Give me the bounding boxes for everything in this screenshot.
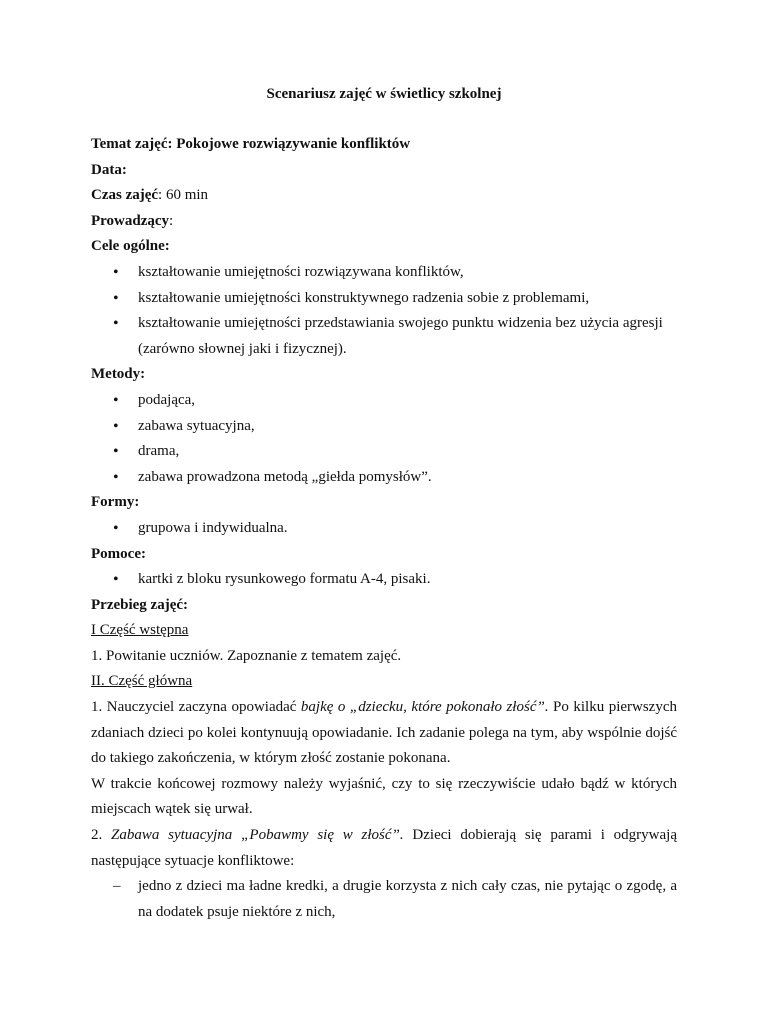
list-item: • zabawa sytuacyjna, [91, 414, 677, 440]
document-body [91, 132, 677, 925]
leader-line [91, 209, 677, 235]
list-item: • grupowa i indywidualna. [91, 516, 677, 542]
list-item: • zabawa prowadzona metodą „giełda pomysłów”. [91, 465, 677, 491]
topic-label: Temat zajęć: Pokojowe rozwiązywanie konfliktów [91, 136, 411, 152]
document-title: Scenariusz zajęć w świetlicy szkolnej [266, 86, 502, 102]
paragraph-discussion: W trakcie końcowej rozmowy należy wyjaśnić, czy to się rzeczywiście udało bądź w których miejscach wątek się urwał. [91, 775, 677, 818]
part2-heading: II. Część główna [91, 673, 193, 690]
tale-title: bajkę o „dziecku, które pokonało złość”. [300, 699, 549, 716]
time-value: : 60 min [158, 187, 209, 204]
situations-list [91, 874, 677, 925]
topic-line [91, 132, 677, 158]
list-item: • kształtowanie umiejętności przedstawiania swojego punktu widzenia bez użycia agresji (zarówno słownej jaki i fizycznej). [91, 311, 677, 362]
time-label: Czas zajęć [91, 187, 159, 204]
leader-label: Prowadzący [91, 212, 170, 229]
goals-heading: Cele ogólne: [91, 238, 170, 255]
list-item: • kształtowanie umiejętności konstruktywnego radzenia sobie z problemami, [91, 286, 677, 312]
goals-list [91, 260, 677, 362]
date-label: Data: [91, 161, 127, 178]
list-item: • drama, [91, 439, 677, 465]
date-line [91, 158, 677, 184]
aids-list [91, 567, 677, 593]
list-item: • podająca, [91, 388, 677, 414]
leader-value: : [169, 212, 174, 229]
methods-list [91, 388, 677, 490]
list-item: – jedno z dzieci ma ładne kredki, a drugie korzysta z nich cały czas, nie pytając o zgodę, a na dodatek psuje niektóre z nich, [91, 874, 677, 925]
time-line [91, 183, 677, 209]
game-title: Zabawa sytuacyjna „Pobawmy się w złość”. [111, 827, 404, 844]
forms-heading: Formy: [91, 494, 140, 511]
forms-list [91, 516, 677, 542]
paragraph-game: 2. Zabawa sytuacyjna „Pobawmy się w złość”. Dzieci dobierają się parami i odgrywają następujące sytuacje konfliktowe: [91, 827, 677, 869]
list-item: • kartki z bloku rysunkowego formatu A-4, pisaki. [91, 567, 677, 593]
part1-heading: I Część wstępna [91, 622, 189, 639]
part1-text: 1. Powitanie uczniów. Zapoznanie z tematem zajęć. [91, 647, 402, 664]
course-heading: Przebieg zajęć: [91, 596, 189, 613]
methods-heading: Metody: [91, 366, 146, 383]
list-item: • kształtowanie umiejętności rozwiązywana konfliktów, [91, 260, 677, 286]
paragraph-tale: 1. Nauczyciel zaczyna opowiadać bajkę o „dziecku, które pokonało złość”. Po kilku pierwszych zdaniach dzieci po kolei kontynuują opowiadanie. Ich zadanie polega na tym, aby wspólnie dojść do takiego zakończenia, w którym złość zostanie pokonana. [91, 699, 677, 767]
aids-heading: Pomoce: [91, 545, 146, 562]
